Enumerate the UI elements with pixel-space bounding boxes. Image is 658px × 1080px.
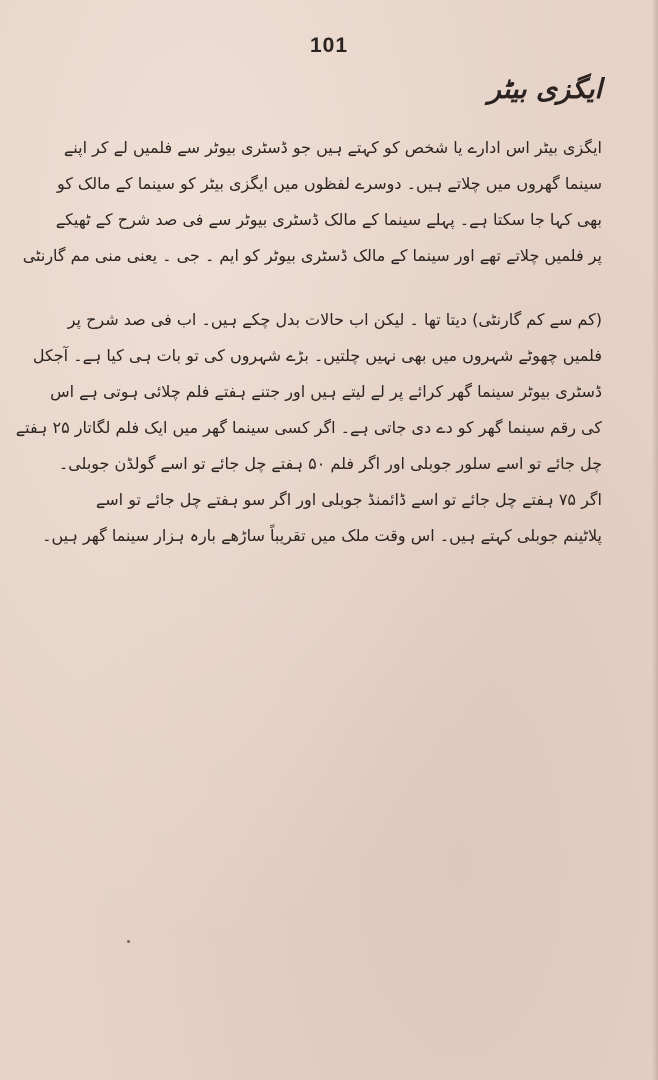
paragraph-line: کی رقم سینما گھر کو دے دی جاتی ہے۔ اگر کسی سینما گھر میں ایک فلم لگاتار ۲۵ ہفتے bbox=[15, 418, 602, 437]
page-edge-shadow bbox=[652, 0, 658, 1080]
paragraph-line: چل جائے تو اسے سلور جوبلی اور اگر فلم ۵۰ ہفتے چل جائے تو اسے گولڈن جوبلی۔ bbox=[58, 454, 602, 473]
paragraph-line: بھی کہا جا سکتا ہے۔ پہلے سینما کے مالک ڈسٹری بیوٹر سے فی صد شرح کے ٹھیکے bbox=[55, 210, 602, 229]
paragraph-line: پر فلمیں چلاتے تھے اور سینما کے مالک ڈسٹری بیوٹر کو ایم ۔ جی ۔ یعنی منی مم گارنٹی bbox=[22, 246, 602, 265]
paragraph-line: پلاٹینم جوبلی کہتے ہیں۔ اس وقت ملک میں تقریباً ساڑھے بارہ ہزار سینما گھر ہیں۔ bbox=[42, 526, 602, 545]
page-number: 101 bbox=[309, 34, 349, 57]
paragraph-line: اگر ۷۵ ہفتے چل جائے تو اسے ڈائمنڈ جوبلی اور اگر سو ہفتے چل جائے تو اسے bbox=[95, 490, 602, 509]
paragraph-line: (کم سے کم گارنٹی) دیتا تھا ۔ لیکن اب حالات بدل چکے ہیں۔ اب فی صد شرح پر bbox=[67, 310, 602, 329]
paragraph-2 bbox=[15, 302, 602, 554]
paragraph-1 bbox=[22, 130, 602, 274]
paragraph-line: ڈسٹری بیوٹر سینما گھر کرائے پر لے لیتے ہیں اور جتنے ہفتے فلم چلائی ہوتی ہے اس bbox=[50, 382, 602, 401]
ink-speck bbox=[127, 940, 130, 943]
paragraph-line: ایگزی بیٹر اس ادارے یا شخص کو کہتے ہیں جو ڈسٹری بیوٹر سے فلمیں لے کر اپنے bbox=[63, 138, 602, 157]
chapter-heading: ایگزی بیٹر bbox=[487, 74, 602, 105]
paragraph-line: فلمیں چھوٹے شہروں میں بھی نہیں چلتیں۔ بڑے شہروں کی تو بات ہی کیا ہے۔ آجکل bbox=[32, 346, 602, 365]
paragraph-line: سینما گھروں میں چلاتے ہیں۔ دوسرے لفظوں میں ایگزی بیٹر کو سینما کے مالک کو bbox=[56, 174, 602, 193]
